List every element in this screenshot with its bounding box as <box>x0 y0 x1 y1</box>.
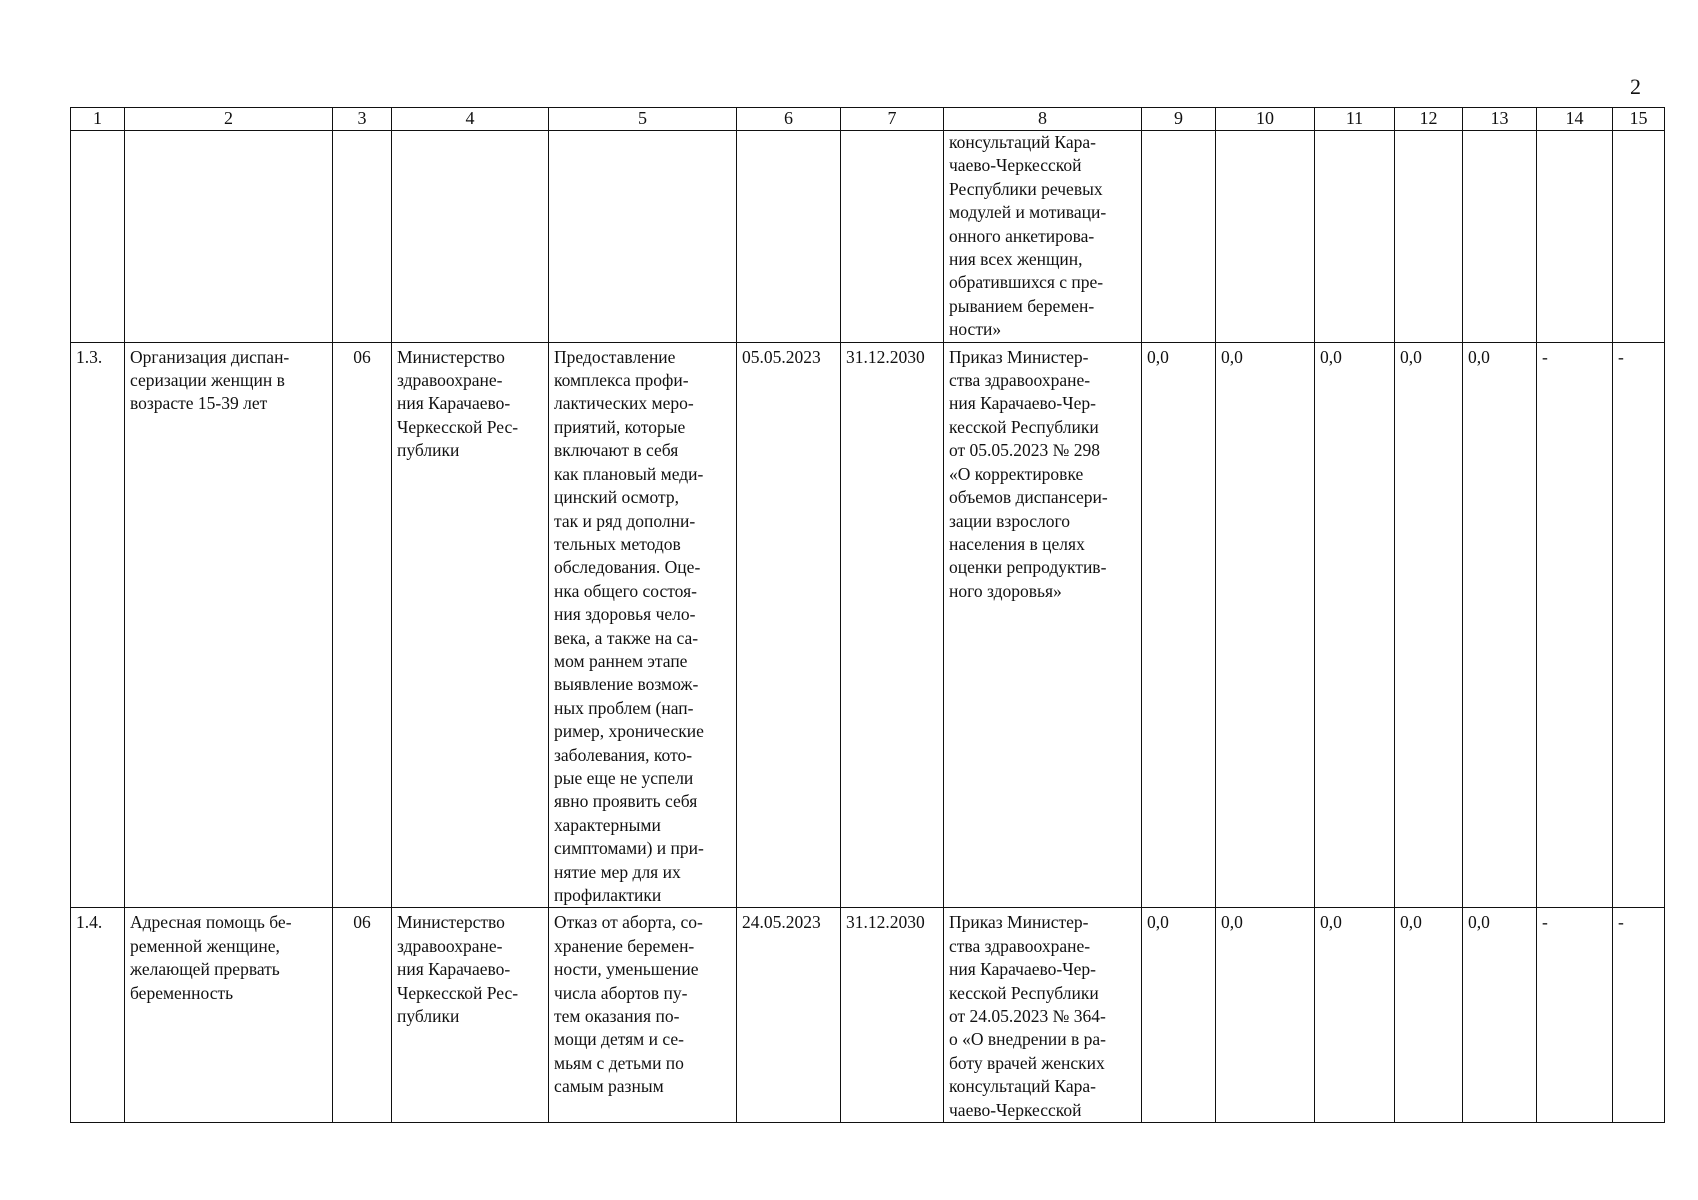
executor-cell: Министерство здравоохране- ния Карачаево- Черкесской Рес- публики <box>392 342 549 908</box>
cell-empty <box>737 131 841 343</box>
value-col-11: 0,0 <box>1315 342 1395 908</box>
value-col-11: 0,0 <box>1315 908 1395 1123</box>
page-number: 2 <box>1630 74 1641 99</box>
cell-empty <box>392 131 549 343</box>
header-col-5: 5 <box>549 108 737 131</box>
header-col-12: 12 <box>1395 108 1463 131</box>
header-col-8: 8 <box>944 108 1142 131</box>
cell-empty <box>1613 131 1665 343</box>
start-date-cell: 24.05.2023 <box>737 908 841 1123</box>
header-col-14: 14 <box>1537 108 1613 131</box>
value-col-13: 0,0 <box>1463 908 1537 1123</box>
value-col-15: - <box>1613 908 1665 1123</box>
measure-name: Организация диспан- серизации женщин в возрасте 15-39 лет <box>125 342 333 908</box>
value-col-9: 0,0 <box>1142 342 1216 908</box>
header-col-15: 15 <box>1613 108 1665 131</box>
cell-empty <box>549 131 737 343</box>
value-col-10: 0,0 <box>1216 908 1315 1123</box>
value-col-9: 0,0 <box>1142 908 1216 1123</box>
header-col-13: 13 <box>1463 108 1537 131</box>
cell-empty <box>1216 131 1315 343</box>
header-col-3: 3 <box>333 108 392 131</box>
header-col-1: 1 <box>71 108 125 131</box>
document-cell: Приказ Министер- ства здравоохране- ния Карачаево-Чер- кесской Республики от 05.05.2023 № 298 «О корректировке объемов диспансери- зации взрослого населения в целях оценки репродуктив- ного здоровья» <box>944 342 1142 908</box>
header-col-11: 11 <box>1315 108 1395 131</box>
table-row <box>71 908 1665 1123</box>
value-col-14: - <box>1537 342 1613 908</box>
document-text-continued: консультаций Кара- чаево-Черкесской Республики речевых модулей и мотиваци- онного анкетирова- ния всех женщин, обратившихся с пре- рыванием беремен- ности» <box>944 131 1142 343</box>
cell-empty <box>841 131 944 343</box>
value-col-12: 0,0 <box>1395 908 1463 1123</box>
end-date-cell: 31.12.2030 <box>841 908 944 1123</box>
cell-empty <box>1395 131 1463 343</box>
cell-empty <box>125 131 333 343</box>
end-date-cell: 31.12.2030 <box>841 342 944 908</box>
table-row <box>71 342 1665 908</box>
cell-empty <box>1537 131 1613 343</box>
value-col-12: 0,0 <box>1395 342 1463 908</box>
code-cell: 06 <box>333 908 392 1123</box>
value-col-10: 0,0 <box>1216 342 1315 908</box>
cell-empty <box>1463 131 1537 343</box>
measures-table <box>70 107 1665 1123</box>
row-number: 1.3. <box>71 342 125 908</box>
header-col-7: 7 <box>841 108 944 131</box>
header-col-6: 6 <box>737 108 841 131</box>
cell-empty <box>1315 131 1395 343</box>
header-col-10: 10 <box>1216 108 1315 131</box>
table-row-continuation <box>71 131 1665 343</box>
cell-empty <box>71 131 125 343</box>
cell-empty <box>333 131 392 343</box>
code-cell: 06 <box>333 342 392 908</box>
value-col-14: - <box>1537 908 1613 1123</box>
measure-name: Адресная помощь бе- ременной женщине, желающей прервать беременность <box>125 908 333 1123</box>
result-cell: Отказ от аборта, со- хранение беремен- ности, уменьшение числа абортов пу- тем оказания по- мощи детям и се- мьям с детьми по самым разным <box>549 908 737 1123</box>
value-col-13: 0,0 <box>1463 342 1537 908</box>
row-number: 1.4. <box>71 908 125 1123</box>
document-cell: Приказ Министер- ства здравоохране- ния Карачаево-Чер- кесской Республики от 24.05.2023 № 364- о «О внедрении в ра- боту врачей женских консультаций Кара- чаево-Черкесской <box>944 908 1142 1123</box>
header-row <box>71 108 1665 131</box>
executor-cell: Министерство здравоохране- ния Карачаево- Черкесской Рес- публики <box>392 908 549 1123</box>
header-col-4: 4 <box>392 108 549 131</box>
value-col-15: - <box>1613 342 1665 908</box>
header-col-2: 2 <box>125 108 333 131</box>
result-cell: Предоставление комплекса профи- лактических меро- приятий, которые включают в себя как плановый меди- цинский осмотр, так и ряд дополни- тельных методов обследования. Оце- нка общего состоя- ния здоровья чело- века, а также на са- мом раннем этапе выявление возмож- ных проблем (нап- ример, хронические заболевания, кото- рые еще не успели явно проявить себя характерными симптомами) и при- нятие мер для их профилактики <box>549 342 737 908</box>
cell-empty <box>1142 131 1216 343</box>
header-col-9: 9 <box>1142 108 1216 131</box>
start-date-cell: 05.05.2023 <box>737 342 841 908</box>
